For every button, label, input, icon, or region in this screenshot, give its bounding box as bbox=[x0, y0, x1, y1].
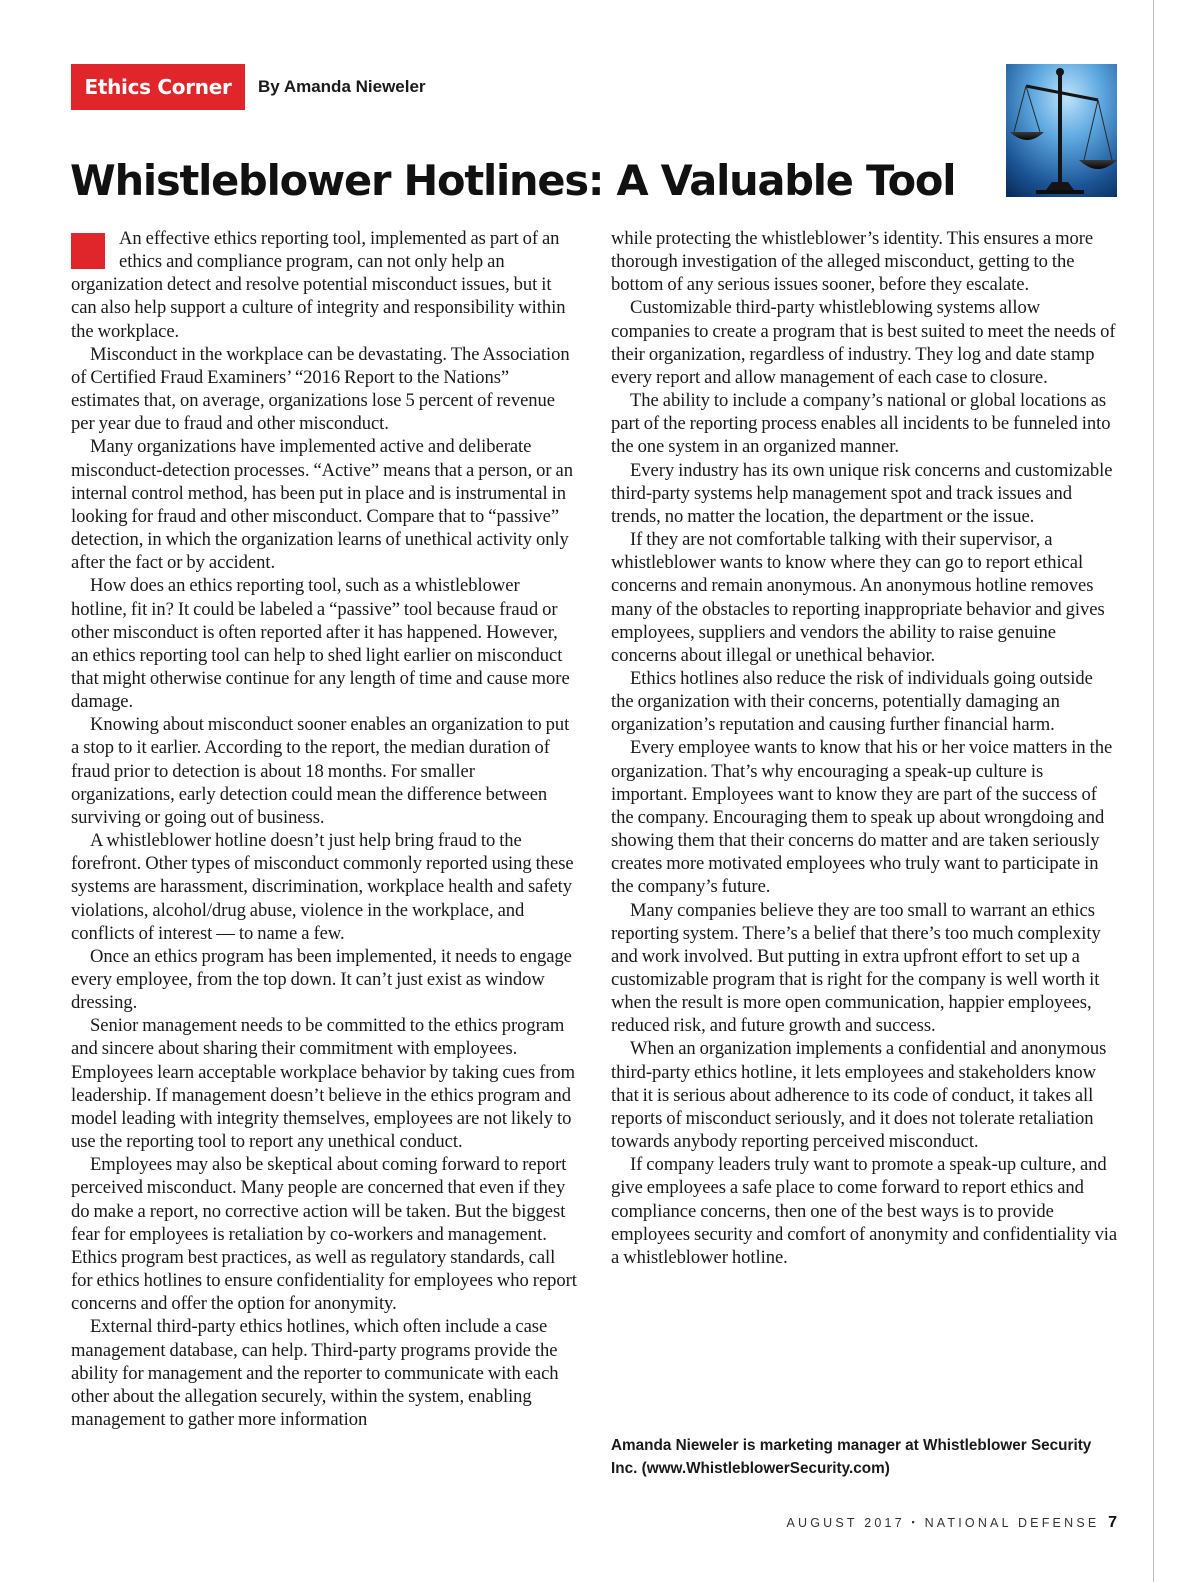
paragraph: Misconduct in the workplace can be devastating. The Association of Certified Fraud Examiners’ “2016 Report to the Nations” estimates that, on average, organizations lose 5 percent of revenue per year due to fraud and other misconduct. bbox=[71, 343, 570, 435]
paragraph: If they are not comfortable talking with their supervisor, a whistleblower wants to know where they can go to report ethical concerns and remain anonymous. An anonymous hotline removes many of the obstacles to reporting inappropriate behavior and gives employees, suppliers and vendors the ability to raise genuine concerns about illegal or unethical behavior. bbox=[611, 529, 1105, 666]
paragraph: Employees may also be skeptical about coming forward to report perceived misconduct. Many people are concerned that even if they do make a report, no corrective action will be taken. But the biggest fear for employees is retaliation by co-workers and management. Ethics program best practices, as well as regulatory standards, call for ethics hotlines to ensure confidentiality for employees who report concerns and offer the option for anonymity. bbox=[71, 1154, 577, 1315]
article-title: Whistleblower Hotlines: A Valuable Tool bbox=[70, 156, 956, 205]
page-footer bbox=[786, 1514, 1117, 1532]
paragraph: A whistleblower hotline doesn’t just help bring fraud to the forefront. Other types of misconduct commonly reported using these systems are harassment, discrimination, workplace health and safety violations, alcohol/drug abuse, violence in the workplace, and conflicts of interest — to name a few. bbox=[71, 830, 574, 944]
article-column-right bbox=[611, 227, 1119, 1269]
paragraph: while protecting the whistleblower’s identity. This ensures a more thorough investigation of the alleged misconduct, getting to the bottom of any serious issues sooner, before they escalate. bbox=[611, 228, 1094, 296]
scales-of-justice-icon bbox=[1006, 64, 1117, 197]
paragraph: Ethics hotlines also reduce the risk of individuals going outside the organization with their concerns, potentially damaging an organization’s reputation and causing further financial harm. bbox=[611, 667, 1093, 736]
paragraph: The ability to include a company’s national or global locations as part of the reporting process enables all incidents to be funneled into the one system in an organized manner. bbox=[611, 390, 1111, 458]
article-column-left bbox=[71, 227, 579, 1431]
paragraph: How does an ethics reporting tool, such as a whistleblower hotline, fit in? It could be labeled a “passive” tool because fraud or other misconduct is often reported after it has happened. However, an ethics reporting tool can help to shed light earlier on misconduct that might otherwise continue for any length of time and cause more damage. bbox=[71, 575, 570, 713]
footer-separator: ▪ bbox=[911, 1517, 918, 1527]
paragraph: An effective ethics reporting tool, implemented as part of an ethics and compliance program, can not only help an organization detect and resolve potential misconduct issues, but it can also help support a culture of integrity and responsibility within the workplace. bbox=[71, 228, 566, 342]
paragraph: Senior management needs to be committed to the ethics program and sincere about sharing their commitment with employees. Employees learn acceptable workplace behavior by taking cues from leadership. If management doesn’t believe in the ethics program and model leading with integrity themselves, employees are not likely to use the reporting tool to report any unethical conduct. bbox=[71, 1015, 576, 1153]
paragraph: When an organization implements a confidential and anonymous third-party ethics hotline, it lets employees and stakeholders know that it is serious about adherence to its code of conduct, it takes all reports of misconduct seriously, and it does not tolerate retaliation towards anybody reporting perceived misconduct. bbox=[611, 1038, 1107, 1153]
section-label: Ethics Corner bbox=[71, 64, 245, 110]
paragraph: Many organizations have implemented active and deliberate misconduct-detection processes. “Active” means that a person, or an internal control method, has been put in place and is instrumental in looking for fraud and other misconduct. Compare that to “passive” detection, in which the organization learns of unethical activity only after the fact or by accident. bbox=[71, 436, 573, 574]
issue-date: AUGUST 2017 bbox=[786, 1516, 905, 1530]
paragraph: If company leaders truly want to promote a speak-up culture, and give employees a safe place to come forward to report ethics and compliance concerns, then one of the best ways is to provide employees security and comfort of anonymity and confidentiality via a whistleblower hotline. bbox=[611, 1154, 1118, 1268]
paragraph: Customizable third-party whistleblowing systems allow companies to create a program that is best suited to meet the needs of their organization, regardless of industry. They log and date stamp every report and allow management of each case to closure. bbox=[611, 297, 1116, 388]
paragraph: Many companies believe they are too small to warrant an ethics reporting system. There’s a belief that there’s too much complexity and work involved. But putting in extra upfront effort to set up a customizable program that is right for the company is well worth it when the result is more open communication, happier employees, reduced risk, and future growth and success. bbox=[611, 899, 1101, 1037]
drop-cap-square bbox=[71, 233, 105, 269]
scales-of-justice-photo bbox=[1006, 64, 1117, 197]
paragraph: External third-party ethics hotlines, which often include a case management database, can help. Third-party programs provide the ability for management and the reporter to communicate with each other about the allegation securely, within the system, enabling management to gather more information bbox=[71, 1316, 559, 1430]
paragraph: Knowing about misconduct sooner enables an organization to put a stop to it earlier. According to the report, the median duration of fraud prior to detection is about 18 months. For smaller organizations, early detection could mean the difference between surviving or going out of business. bbox=[71, 714, 570, 828]
paragraph: Once an ethics program has been implemented, it needs to engage every employee, from the top down. It can’t just exist as window dressing. bbox=[71, 945, 572, 1014]
author-bio: Amanda Nieweler is marketing manager at Whistleblower Security Inc. (www.WhistleblowerSecurity.com) bbox=[611, 1437, 1092, 1477]
page-edge-rule bbox=[1153, 0, 1154, 1582]
publication-name: NATIONAL DEFENSE bbox=[924, 1516, 1100, 1530]
page-number: 7 bbox=[1108, 1514, 1117, 1531]
byline: By Amanda Nieweler bbox=[258, 77, 426, 96]
paragraph: Every industry has its own unique risk concerns and customizable third-party systems help management spot and track issues and trends, no matter the location, the department or the issue. bbox=[611, 459, 1113, 527]
paragraph: Every employee wants to know that his or her voice matters in the organization. That’s why encouraging a speak-up culture is important. Employees want to know they are part of the success of the company. Encouraging them to speak up about wrongdoing and showing them that their concerns do matter and are taken seriously creates more motivated employees who truly want to participate in the company’s future. bbox=[611, 737, 1113, 898]
